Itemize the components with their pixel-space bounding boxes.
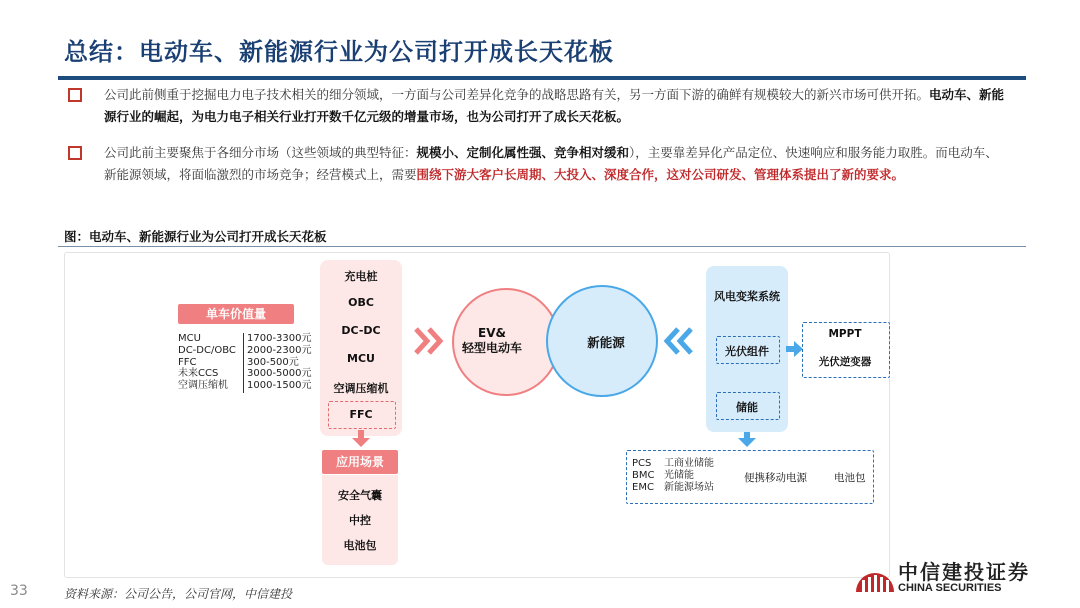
storage-app: 新能源场站 <box>664 481 714 493</box>
storage-code: BMC <box>632 469 655 481</box>
ev-circle-label <box>452 326 532 356</box>
value-amount: 1700-3300元 <box>247 333 312 344</box>
arrow-down-icon <box>737 432 757 448</box>
storage-portable: 便携移动电源 <box>744 472 807 484</box>
bullet-point-2 <box>68 142 1008 186</box>
value-amount: 2000-2300元 <box>247 344 312 356</box>
logo-emblem-icon <box>854 568 896 594</box>
value-table-values <box>247 333 312 392</box>
figure-caption: 图：电动车、新能源行业为公司打开成长天花板 <box>64 229 327 244</box>
new-energy-circle-label: 新能源 <box>587 335 625 350</box>
value-amount: 1000-1500元 <box>247 380 312 392</box>
value-item: 未来CCS <box>178 368 219 380</box>
page-title: 总结：电动车、新能源行业为公司打开成长天花板 <box>64 38 614 66</box>
company-logo <box>854 556 1044 600</box>
value-table-items <box>178 333 236 392</box>
bullet-point-1 <box>68 84 1008 128</box>
value-item: DC-DC/OBC <box>178 344 236 356</box>
bullet-2-red: 围绕下游大客户长周期、大投入、深度合作，这对公司研发、管理体系提出了新的要求。 <box>416 167 905 182</box>
bullet-1-normal: 公司此前侧重于挖掘电力电子技术相关的细分领域，一方面与公司差异化竞争的战略思路有关，另一方面下游的确鲜有规模较大的新兴市场可供开拓。 <box>104 87 930 102</box>
application-item: 中控 <box>349 514 371 527</box>
storage-battery: 电池包 <box>834 472 866 484</box>
arrow-down-icon <box>350 430 372 448</box>
ev-component: 空调压缩机 <box>333 382 389 395</box>
ev-component: DC-DC <box>341 324 381 337</box>
value-amount: 3000-5000元 <box>247 368 312 380</box>
logo-chinese-name: 中信建投证券 <box>898 560 1030 584</box>
ev-circle-line1: EV& <box>478 326 506 340</box>
ev-component: OBC <box>348 296 374 309</box>
value-table-header: 单车价值量 <box>178 304 294 324</box>
pv-sub-item: MPPT <box>828 328 862 340</box>
ev-component: MCU <box>347 352 375 365</box>
chevron-left-icon <box>662 324 696 358</box>
logo-english-name: CHINA SECURITIES <box>898 582 1002 594</box>
pv-sub-item: 光伏逆变器 <box>818 356 872 368</box>
ev-component-ffc: FFC <box>349 408 373 421</box>
source-note: 资料来源：公司公告，公司官网，中信建投 <box>64 587 293 601</box>
value-table-divider <box>243 333 244 393</box>
chevron-right-icon <box>412 324 446 358</box>
value-item: FFC <box>178 356 197 368</box>
page-number: 33 <box>10 583 28 599</box>
bullet-2-normal-b: ），主要靠差异化产品定位、快速响应和服务能力取胜。而电动车、新能源领域，将面临激烈的市场竞争；经营模式上，需要 <box>104 145 998 182</box>
figure-divider <box>58 246 1026 247</box>
storage-codes <box>632 458 654 493</box>
ne-component-pv: 光伏组件 <box>725 345 769 358</box>
bullet-text-2 <box>104 142 1008 186</box>
applications-header: 应用场景 <box>322 450 398 474</box>
bullet-1-bold: 电动车、新能源行业的崛起，为电力电子相关行业打开数千亿元级的增量市场，也为公司打开了成长天花板。 <box>104 87 1005 124</box>
bullet-2-bold: 规模小、定制化属性强、竞争相对缓和 <box>416 145 630 160</box>
bullet-text-1 <box>104 84 1008 128</box>
value-item: MCU <box>178 333 201 344</box>
ev-component: 充电桩 <box>344 270 378 283</box>
value-amount: 300-500元 <box>247 356 299 368</box>
application-item: 电池包 <box>343 539 377 552</box>
storage-app: 光储能 <box>664 469 694 481</box>
application-item: 安全气囊 <box>338 489 382 502</box>
square-bullet-icon <box>68 146 82 160</box>
ne-component-storage: 储能 <box>736 401 758 414</box>
bullet-2-normal-a: 公司此前主要聚焦于各细分市场（这些领域的典型特征： <box>104 145 417 160</box>
title-divider <box>58 76 1026 80</box>
value-item: 空调压缩机 <box>178 380 228 392</box>
storage-app: 工商业储能 <box>664 458 714 469</box>
storage-code: EMC <box>632 481 654 493</box>
storage-apps <box>664 458 714 493</box>
square-bullet-icon <box>68 88 82 102</box>
ev-circle-line2: 轻型电动车 <box>461 341 522 355</box>
storage-code: PCS <box>632 458 652 469</box>
ne-component-wind: 风电变桨系统 <box>714 290 780 303</box>
